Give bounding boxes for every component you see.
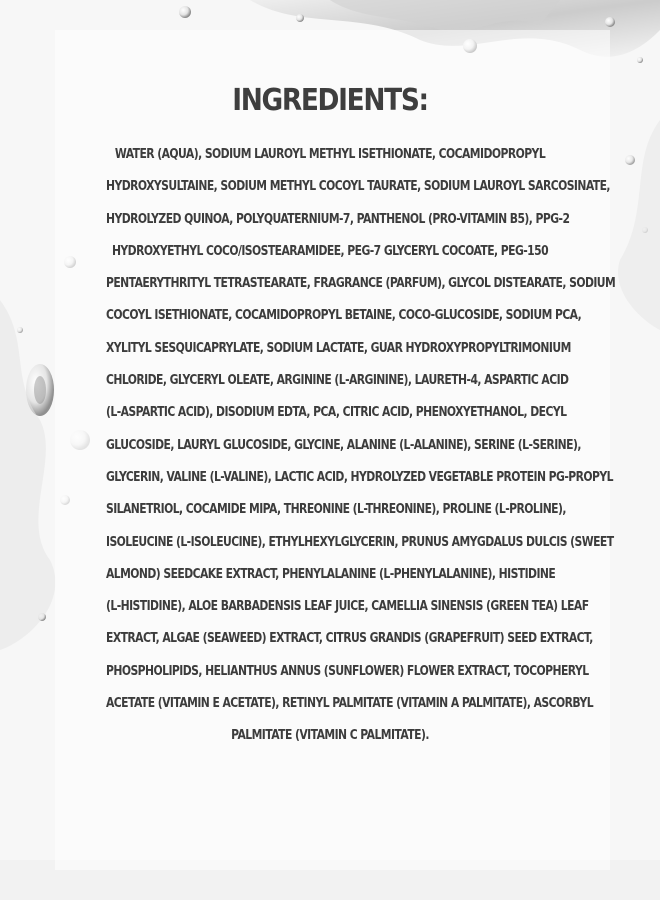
ingredients-line: HYDROLYZED QUINOA, POLYQUATERNIUM-7, PANTHENOL (PRO-VITAMIN B5), PPG-2	[106, 210, 570, 227]
ingredients-line: GLYCERIN, VALINE (L-VALINE), LACTIC ACID, HYDROLYZED VEGETABLE PROTEIN PG-PROPYL	[106, 468, 613, 485]
ingredients-line: PHOSPHOLIPIDS, HELIANTHUS ANNUS (SUNFLOWER) FLOWER EXTRACT, TOCOPHERYL	[106, 662, 589, 679]
ingredients-line: CHLORIDE, GLYCERYL OLEATE, ARGININE (L-ARGININE), LAURETH-4, ASPARTIC ACID	[106, 372, 569, 389]
ingredients-line: GLUCOSIDE, LAURYL GLUCOSIDE, GLYCINE, ALANINE (L-ALANINE), SERINE (L-SERINE),	[106, 436, 581, 453]
ingredients-line: WATER (AQUA), SODIUM LAUROYL METHYL ISETHIONATE, COCAMIDOPROPYL	[114, 146, 546, 162]
ingredients-line: PENTAERYTHRITYL TETRASTEARATE, FRAGRANCE (PARFUM), GLYCOL DISTEARATE, SODIUM	[106, 275, 616, 292]
ingredients-line: HYDROXYSULTAINE, SODIUM METHYL COCOYL TAURATE, SODIUM LAUROYL SARCOSINATE,	[106, 178, 610, 195]
ingredients-list	[50, 138, 616, 752]
ingredients-line: SILANETRIOL, COCAMIDE MIPA, THREONINE (L-THREONINE), PROLINE (L-PROLINE),	[106, 501, 566, 518]
ingredients-line: COCOYL ISETHIONATE, COCAMIDOPROPYL BETAINE, COCO-GLUCOSIDE, SODIUM PCA,	[106, 307, 582, 324]
ingredients-line: ISOLEUCINE (L-ISOLEUCINE), ETHYLHEXYLGLYCERIN, PRUNUS AMYGDALUS DULCIS (SWEET	[106, 533, 614, 550]
ingredients-line: EXTRACT, ALGAE (SEAWEED) EXTRACT, CITRUS GRANDIS (GRAPEFRUIT) SEED EXTRACT,	[106, 630, 593, 647]
ingredients-line: ALMOND) SEEDCAKE EXTRACT, PHENYLALANINE (L-PHENYLALANINE), HISTIDINE	[106, 565, 556, 582]
ingredients-line: XYLITYL SESQUICAPRYLATE, SODIUM LACTATE, GUAR HYDROXYPROPYLTRIMONIUM	[106, 339, 571, 356]
ingredients-line: HYDROXYETHYL COCO/ISOSTEARAMIDEE, PEG-7 GLYCERYL COCOATE, PEG-150	[111, 242, 549, 259]
ingredients-line: ACETATE (VITAMIN E ACETATE), RETINYL PALMITATE (VITAMIN A PALMITATE), ASCORBYL	[106, 695, 594, 712]
ingredients-line: (L-HISTIDINE), ALOE BARBADENSIS LEAF JUICE, CAMELLIA SINENSIS (GREEN TEA) LEAF	[106, 598, 589, 615]
ingredients-line: (L-ASPARTIC ACID), DISODIUM EDTA, PCA, CITRIC ACID, PHENOXYETHANOL, DECYL	[106, 404, 567, 421]
ingredients-line: PALMITATE (VITAMIN C PALMITATE).	[231, 727, 429, 744]
ingredients-title: INGREDIENTS:	[232, 83, 428, 118]
ingredients-section	[50, 78, 616, 752]
